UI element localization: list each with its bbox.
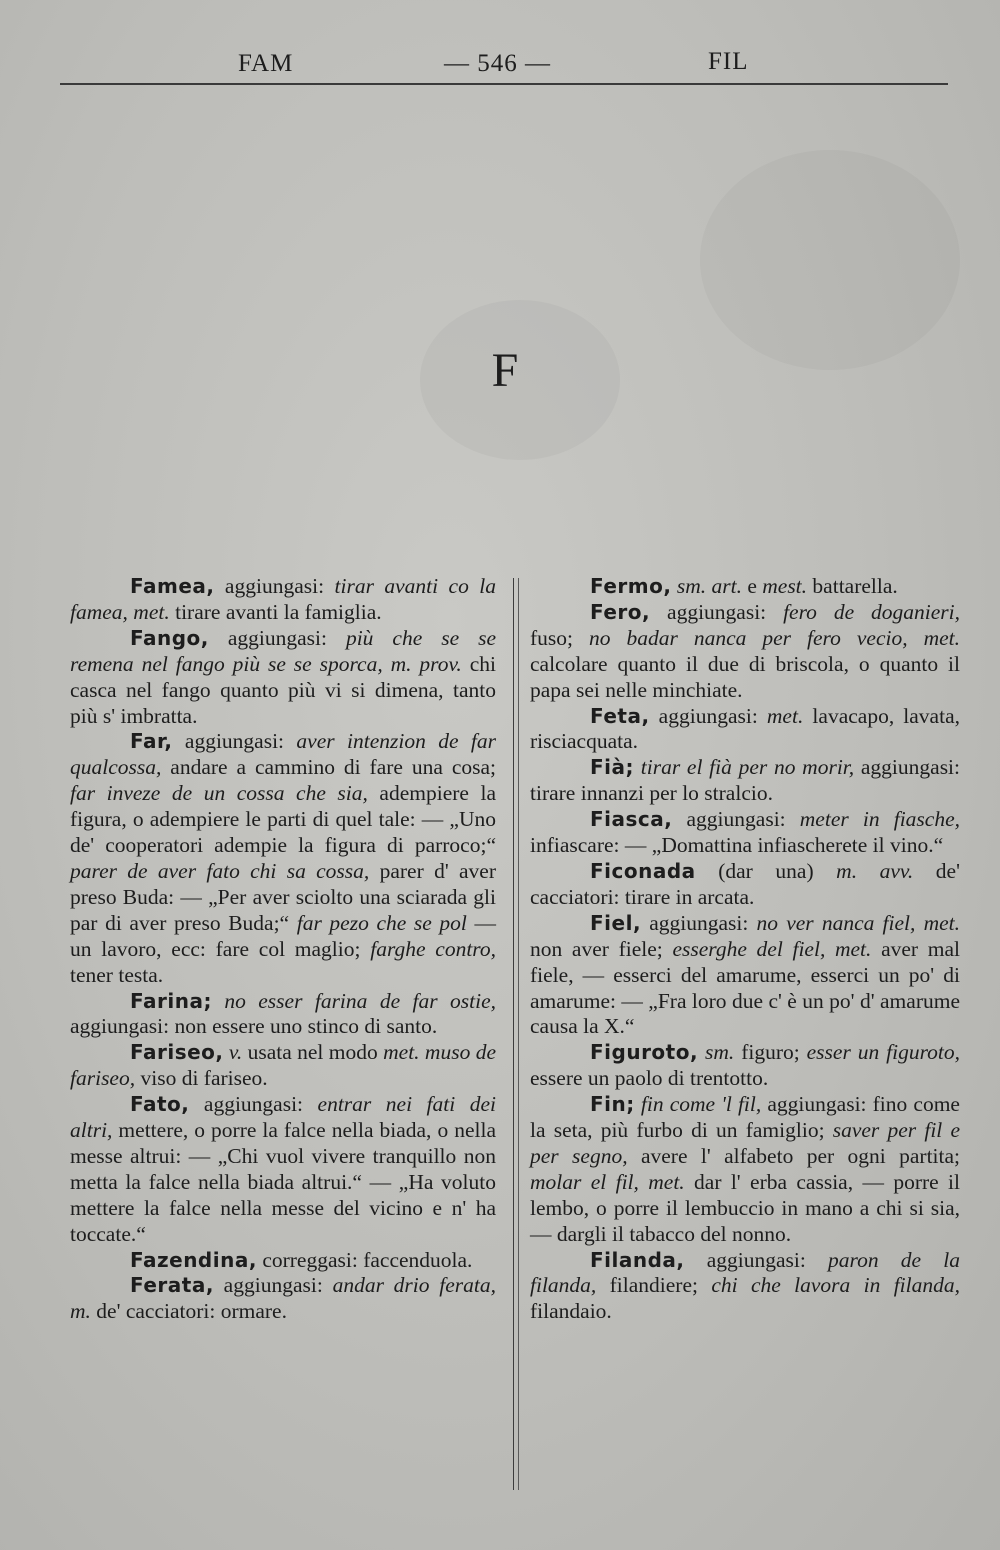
dictionary-entry xyxy=(530,600,960,704)
entry-headword: Fero, xyxy=(590,599,651,624)
entry-definition-text: dar l' erba cassia, — porre il lembo, o porre il lembuccio in mano a chi si sia, — dargli il tabacco del nonno. xyxy=(530,1169,960,1246)
dictionary-entry xyxy=(70,1092,496,1247)
entry-example-italic: m. avv. xyxy=(836,858,914,883)
header-right-guide-word: FIL xyxy=(708,48,749,75)
entry-example-italic: no esser farina de far ostie, xyxy=(224,988,496,1013)
entry-definition-text xyxy=(634,755,641,779)
entry-headword: Far, xyxy=(130,729,173,754)
entry-example-italic: fero de doganieri, xyxy=(783,599,961,624)
entry-definition-text: mettere, o porre la falce nella biada, o nella messe altrui: — „Chi vuol vivere tranquillo non metta la falce nella biada altrui.“ — „Ha voluto mettere la falce nella messe del vicino e n' ha toccate.“ xyxy=(70,1118,496,1246)
dictionary-entry xyxy=(530,911,960,1041)
entry-definition-text: e xyxy=(741,574,763,598)
entry-example-italic: mest. xyxy=(762,574,808,598)
section-letter: F xyxy=(491,344,519,397)
entry-example-italic: no badar nanca per fero vecio, met. xyxy=(589,625,960,650)
dictionary-entry xyxy=(70,1040,496,1092)
entry-definition-text: correggasi: faccenduola. xyxy=(256,1247,473,1272)
entry-headword: Fazendina, xyxy=(130,1247,257,1272)
entry-headword: Fià; xyxy=(590,755,635,780)
header-left-guide-word: FAM xyxy=(238,50,294,77)
entry-definition-text: chi casca nel fango quanto più vi si dimena, tanto più s' imbratta. xyxy=(70,651,496,728)
entry-definition-text: lavacapo, lavata, risciacquata. xyxy=(530,703,960,754)
entry-definition-text: filandaio. xyxy=(530,1299,612,1324)
entry-example-italic: chi che lavora in filanda, xyxy=(711,1273,960,1298)
entry-definition-text: aggiungasi: xyxy=(213,1273,333,1298)
entry-example-italic: paron de la filanda, xyxy=(530,1247,960,1298)
dictionary-entry xyxy=(70,574,496,626)
entry-definition-text: — un lavoro, ecc: fare col maglio; xyxy=(70,910,497,961)
entry-example-italic: saver per fil e per segno, xyxy=(530,1118,960,1168)
entry-example-italic: fin come 'l fil, xyxy=(640,1092,762,1117)
entry-example-italic: sm. art. xyxy=(676,574,742,598)
entry-definition-text: aggiungasi: xyxy=(641,910,757,935)
dictionary-entry xyxy=(530,859,960,911)
entry-definition-text: essere un paolo di trentotto. xyxy=(530,1066,769,1091)
entry-definition-text: figuro; xyxy=(734,1040,807,1065)
entry-definition-text: infiascare: — „Domattina infiascherete il vino.“ xyxy=(530,833,944,858)
entry-headword: Ficonada xyxy=(590,858,696,883)
entry-headword: Filanda, xyxy=(590,1247,685,1272)
header-rule xyxy=(60,83,948,85)
entry-example-italic: tirar avanti co la famea, met. xyxy=(70,574,497,624)
entry-headword: Fin; xyxy=(590,1092,635,1117)
entry-example-italic: far inveze de un cossa che sia, xyxy=(70,781,368,806)
entry-headword: Famea, xyxy=(130,574,215,598)
entry-definition-text: viso di fariseo. xyxy=(135,1066,268,1091)
entry-headword: Figuroto, xyxy=(590,1040,699,1065)
entry-example-italic: met. xyxy=(766,703,804,728)
entry-example-italic: esserghe del fiel, met. xyxy=(672,936,872,961)
entry-headword: Fermo, xyxy=(590,574,672,598)
dictionary-entry xyxy=(530,704,960,756)
page-number: — 546 — xyxy=(444,50,551,77)
entry-example-italic: no ver nanca fiel, met. xyxy=(756,910,960,935)
entry-definition-text: aggiungasi: xyxy=(649,703,767,728)
entry-example-italic: farghe contro, xyxy=(370,936,497,961)
entry-definition-text: andare a cammino di fare una cosa; xyxy=(161,755,496,780)
entry-example-italic: sm. xyxy=(705,1040,735,1065)
entry-definition-text: usata nel modo xyxy=(242,1040,384,1065)
entry-example-italic: aver intenzion de far qualcossa, xyxy=(70,729,496,780)
entry-definition-text: aver mal fiele, — esserci del amarume, esserci un po' di amarume: — „Fra loro due c' è un po' d' amarume causa la X.“ xyxy=(530,936,960,1039)
entry-definition-text: aggiungasi: fino come la seta, più furbo di un famiglio; xyxy=(530,1092,960,1143)
entry-definition-text: aggiungasi: xyxy=(214,574,335,598)
dictionary-entry xyxy=(70,1273,496,1325)
dictionary-entry xyxy=(530,574,960,600)
entry-example-italic: esser un figuroto, xyxy=(806,1040,960,1065)
entry-headword: Fato, xyxy=(130,1092,190,1117)
entry-definition-text: (dar una) xyxy=(695,858,837,883)
dictionary-entry xyxy=(530,807,960,859)
entry-headword: Farina; xyxy=(130,988,212,1013)
entry-definition-text: aggiungasi: xyxy=(208,625,346,650)
entry-definition-text: adempiere la figura, o adempiere le parti di quel tale: — „Uno de' cooperatori adempie la figura di parroco;“ xyxy=(70,781,497,858)
entry-example-italic: met. muso de fariseo, xyxy=(70,1040,496,1091)
entry-example-italic: meter in fiasche, xyxy=(799,807,961,832)
entry-example-italic: molar el fil, met. xyxy=(530,1169,685,1194)
entry-definition-text: parer d' aver preso Buda: — „Per aver sciolto una sciarada gli par di aver preso Buda;“ xyxy=(70,858,496,935)
entry-definition-text: non aver fiele; xyxy=(530,936,673,961)
dictionary-entry xyxy=(530,1248,960,1326)
dictionary-entry xyxy=(70,1248,496,1274)
entry-definition-text xyxy=(698,1040,705,1064)
entry-example-italic: andar drio ferata, m. xyxy=(70,1273,496,1324)
entry-headword: Ferata, xyxy=(130,1273,214,1298)
entry-definition-text: de' cacciatori: tirare in arcata. xyxy=(530,858,960,909)
entry-headword: Fango, xyxy=(130,625,209,650)
entry-example-italic: v. xyxy=(228,1040,243,1065)
right-column xyxy=(530,574,960,1325)
entry-example-italic: parer de aver fato chi sa cossa, xyxy=(70,858,370,883)
entry-definition-text: aggiungasi: xyxy=(672,807,800,832)
column-divider xyxy=(513,578,514,1490)
entry-definition-text: aggiungasi: xyxy=(172,729,297,754)
entry-example-italic: più che se se remena nel fango più se se sporca, m. prov. xyxy=(70,625,496,676)
entry-headword: Fiel, xyxy=(590,910,642,935)
entry-definition-text: fuso; xyxy=(530,625,589,650)
entry-example-italic: tirar el fià per no morir, xyxy=(640,755,855,780)
dictionary-entry xyxy=(70,729,496,988)
dictionary-entry xyxy=(70,989,496,1041)
entry-definition-text: battarella. xyxy=(807,574,898,598)
entry-definition-text: avere l' alfabeto per ogni partita; xyxy=(627,1143,960,1168)
entry-definition-text: aggiungasi: xyxy=(684,1247,829,1272)
paper-stain xyxy=(700,150,960,370)
entry-example-italic: far pezo che se pol xyxy=(296,910,467,935)
dictionary-entry xyxy=(530,1092,960,1247)
entry-example-italic: entrar nei fati dei altri, xyxy=(70,1092,497,1143)
entry-definition-text: aggiungasi: xyxy=(189,1092,318,1117)
dictionary-entry xyxy=(530,1040,960,1092)
column-divider xyxy=(518,578,519,1490)
entry-headword: Feta, xyxy=(590,703,650,728)
entry-definition-text: aggiungasi: xyxy=(650,599,784,624)
dictionary-entry xyxy=(530,755,960,807)
entry-definition-text: filandiere; xyxy=(596,1273,712,1298)
entry-definition-text: aggiungasi: tirare innanzi per lo stralcio. xyxy=(530,755,961,806)
dictionary-entry xyxy=(70,626,496,730)
entry-headword: Fiasca, xyxy=(590,807,673,832)
entry-definition-text: tener testa. xyxy=(70,962,164,987)
running-header xyxy=(60,46,948,86)
entry-definition-text: aggiungasi: non essere uno stinco di santo. xyxy=(70,1014,438,1039)
entry-headword: Fariseo, xyxy=(130,1040,224,1065)
entry-definition-text: tirare avanti la famiglia. xyxy=(169,599,382,624)
left-column xyxy=(70,574,496,1325)
entry-definition-text xyxy=(212,989,224,1013)
entry-definition-text: calcolare quanto il due di briscola, o quanto il papa sei nelle minchiate. xyxy=(530,651,960,702)
entry-definition-text: de' cacciatori: ormare. xyxy=(90,1299,287,1324)
